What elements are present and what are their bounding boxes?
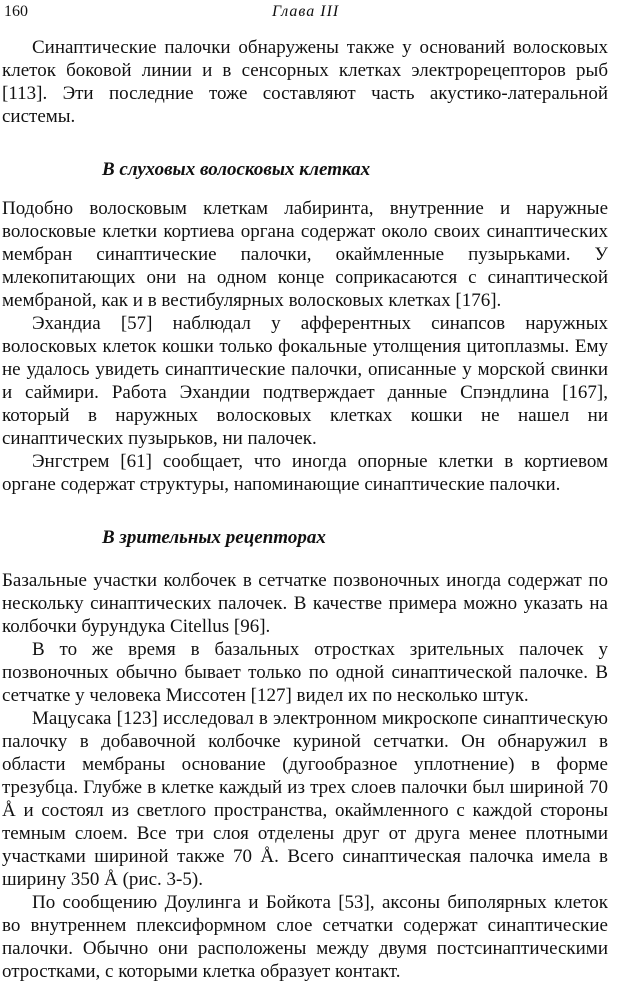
paragraph: Энгстрем [61] сообщает, что иногда опорные клетки в кортиевом органе содержат структуры, напоминающие синаптические палочки.	[2, 451, 608, 495]
paragraph: В то же время в базальных отростках зрительных палочек у позвоночных обычно бывает только по одной синаптической палочке. В сетчатке у человека Миссотен [127] видел их по несколько штук.	[2, 639, 608, 706]
paragraph: Подобно волосковым клеткам лабиринта, внутренние и наружные волосковые клетки кортиева органа содержат около своих синаптических мембран синаптические палочки, окаймленные пузырьками. У млекопитающих они на одном конце соприкасаются с синаптической мембраной, как и в вестибулярных волосковых клетках [176].	[2, 198, 608, 311]
running-head: Глава III	[272, 3, 340, 20]
page-number: 160	[4, 3, 28, 20]
paragraph: Мацусака [123] исследовал в электронном микроскопе синаптическую палочку в добавочной колбочке куриной сетчатки. Он обнаружил в области мембраны основание (дугообразное уплотнение) в форме трезубца. Глубже в клетке каждый из трех слоев палочки был шириной 70 Å и состоял из светлого пространства, окаймленного с каждой стороны темным слоем. Все три слоя отделены друг от друга менее плотными участками шириной также 70 Å. Всего синаптическая палочка имела в ширину 350 Å (рис. 3-5).	[2, 708, 608, 890]
page-header	[2, 0, 608, 26]
paragraph: Синаптические палочки обнаружены также у оснований волосковых клеток боковой линии и в сенсорных клетках электрорецепторов рыб [113]. Эти последние тоже составляют часть акустико-латеральной системы.	[2, 37, 608, 127]
paragraph: Базальные участки колбочек в сетчатке позвоночных иногда содержат по нескольку синаптических палочек. В качестве примера можно указать на колбочки бурундука Citellus [96].	[2, 570, 608, 637]
section-heading-auditory: В слуховых волосковых клетках	[102, 159, 371, 180]
section-heading-visual: В зрительных рецепторах	[102, 527, 326, 548]
paragraph: По сообщению Доулинга и Бойкота [53], аксоны биполярных клеток во внутреннем плексиформном слое сетчатки содержат синаптические палочки. Обычно они расположены между двумя постсинаптическими отростками, с которыми клетка образует контакт.	[2, 892, 608, 982]
paragraph: Эхандиа [57] наблюдал у афферентных синапсов наружных волосковых клеток кошки только фокальные утолщения цитоплазмы. Ему не удалось увидеть синаптические палочки, описанные у морской свинки и саймири. Работа Эхандии подтверждает данные Спэндлина [167], который в наружных волосковых клетках кошки не нашел ни синаптических пузырьков, ни палочек.	[2, 313, 608, 449]
